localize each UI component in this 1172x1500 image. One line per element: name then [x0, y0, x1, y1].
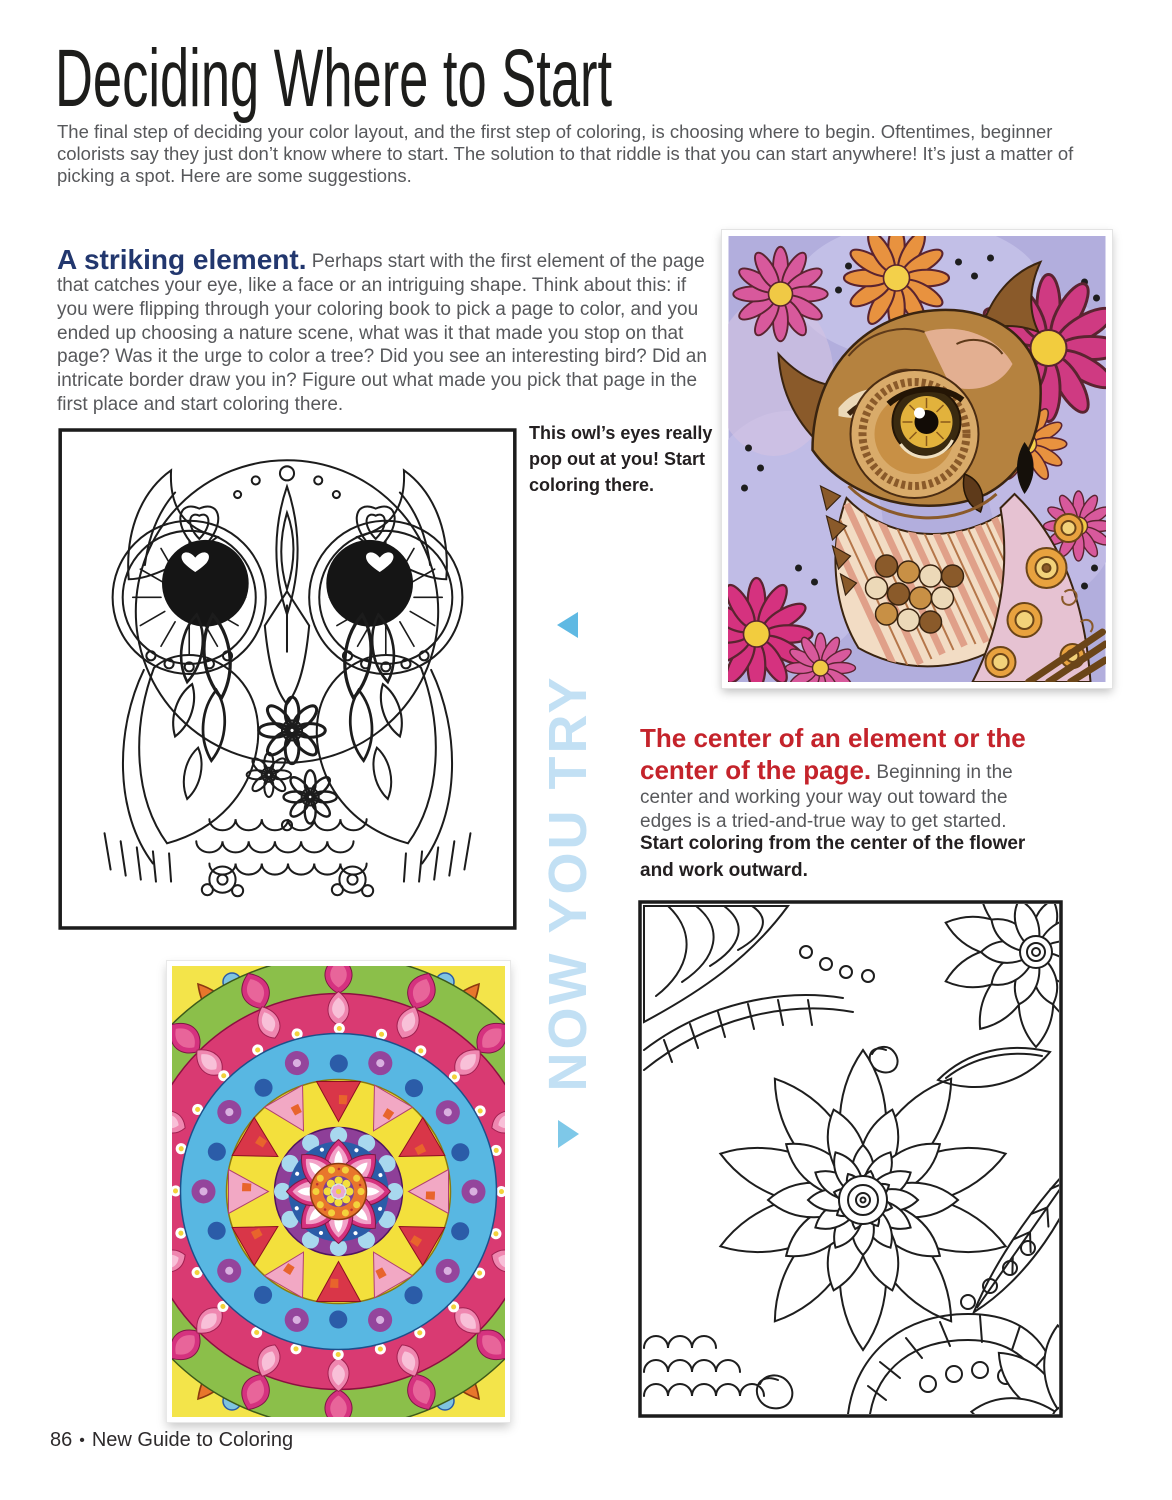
flower-line-art-drawing [638, 900, 1063, 1418]
owl-coloring-page-image [57, 428, 518, 930]
owl-caption: This owl’s eyes really pop out at you! Start coloring there. [529, 423, 713, 495]
flower-coloring-page-image [638, 900, 1063, 1418]
now-you-try-arrow-right-icon [558, 1120, 579, 1148]
colored-owl-example-image [722, 230, 1112, 688]
footer-bullet: • [79, 1432, 85, 1449]
colored-owl-illustration [728, 236, 1106, 682]
colored-mandala-example-image [167, 961, 510, 1422]
book-title: New Guide to Coloring [91, 1429, 294, 1451]
striking-element-body: Perhaps start with the first element of the page that catches your eye, like a face or an intriguing shape. Think about this: if you were flipping through your coloring book to pick a page to color, and you ended up choosing a nature scene, what was it that made you stop on that page? Was it the urge to color a tree? Did you see an interesting bird? Did an intricate border draw you in? Figure out what made you pick that page in the first place and start coloring there. [57, 251, 707, 415]
center-of-element-section [640, 722, 1046, 834]
intro-paragraph: The final step of deciding your color layout, and the first step of coloring, is choosing where to begin. Oftentimes, beginner colorists say they just don’t know where to start. The solution to that riddle is that you can start anywhere! It’s just a matter of picking a spot. Here are some suggestions. [57, 121, 1074, 186]
center-of-element-body: Beginning in the center and working your way out toward the edges is a tried-and-true way to get started. [640, 762, 1013, 832]
owl-line-art-drawing [57, 428, 518, 930]
striking-element-heading: A striking element. [57, 244, 307, 275]
page-footer [50, 1429, 293, 1452]
flower-caption: Start coloring from the center of the flower and work outward. [640, 833, 1026, 881]
page-title: Deciding Where to Start [55, 33, 613, 124]
page-number: 86 [50, 1429, 73, 1451]
now-you-try-arrow-left-icon [557, 612, 578, 638]
striking-element-section [57, 246, 709, 417]
now-you-try-label: NOW YOU TRY [538, 674, 598, 1092]
mandala-illustration [172, 966, 505, 1417]
center-of-element-heading: The center of an element or the center of the page. [640, 723, 1026, 785]
